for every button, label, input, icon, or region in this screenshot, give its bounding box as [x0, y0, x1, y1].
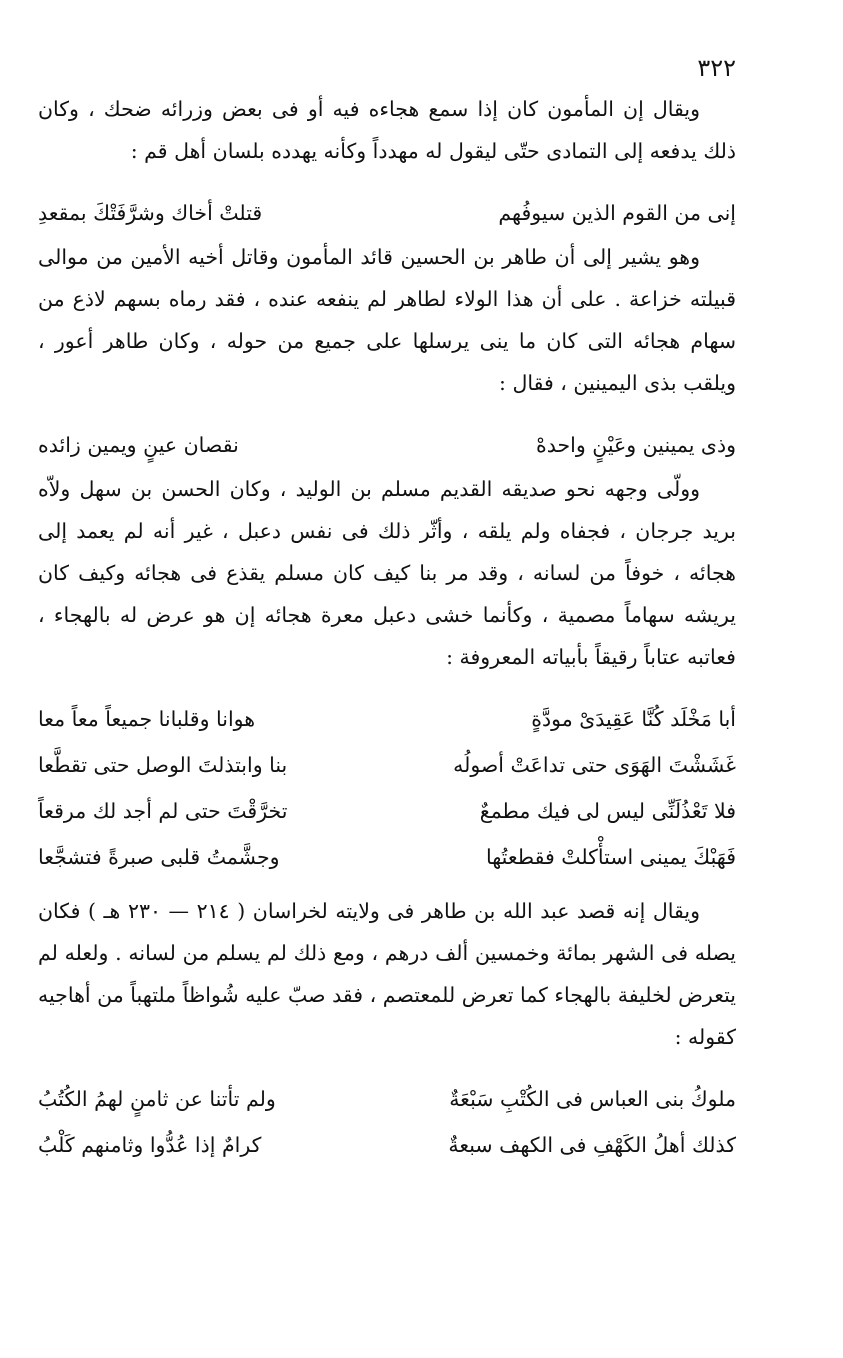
verse-line — [38, 788, 736, 834]
verse-second-hemistich: وجشَّمتُ قلبى صبرةً فتشجَّعا — [38, 845, 280, 869]
verse-second-hemistich: كرامٌ إذا عُدُّوا وثامنهم كَلْبُ — [38, 1133, 262, 1157]
verse-second-hemistich: بنا وابتذلتَ الوصل حتى تقطَّعا — [38, 753, 288, 777]
verse-line — [38, 1076, 736, 1122]
verse-line — [38, 696, 736, 742]
verse-second-hemistich: هوانا وقلبانا جميعاً معاً معا — [38, 707, 256, 731]
verse-first-hemistich: إنى من القوم الذين سيوفُهم — [498, 201, 736, 225]
paragraph-muslim-ibn-walid: وولّى وجهه نحو صديقه القديم مسلم بن الوليد ، وكان الحسن بن سهل ولاّه بريد جرجان ، فجفاه ولم يلقه ، وأثّر ذلك فى نفس دعبل ، غير أنه لم يعمد إلى هجائه ، خوفاً من لسانه ، وقد مر بنا كيف كان مسلم يقذع فى هجائه وكيف كان يريشه سهاماً مصمية ، وكأنما خشى دعبل معرة هجائه إن هو عرض له بالهجاء ، فعاتبه عتاباً رقيقاً بأبياته المعروفة : — [38, 477, 736, 669]
verse-first-hemistich: ملوكُ بنى العباس فى الكُتْبِ سَبْعَةٌ — [449, 1087, 736, 1111]
verse-first-hemistich: فَهَبْكَ يمينى استأْكلتْ فقطعتُها — [485, 845, 736, 869]
verse-line — [38, 1122, 736, 1168]
paragraph-tahir: وهو يشير إلى أن طاهر بن الحسين قائد المأمون وقاتل أخيه الأمين من موالى قبيلته خزاعة . على أن هذا الولاء لطاهر لم ينفعه عنده ، فقد رماه بسهم لاذع من سهام هجائه التى كان ما ينى يرسلها على جميع من حوله ، وكان طاهر أعور ، ويلقب بذى اليمينين ، فقال : — [38, 245, 736, 395]
page-number: ٣٢٢ — [697, 54, 736, 82]
paragraph-abdallah-ibn-tahir: ويقال إنه قصد عبد الله بن طاهر فى ولايته لخراسان ( ٢١٤ — ٢٣٠ هـ ) فكان يصله فى الشهر بمائة وخمسين ألف درهم ، ومع ذلك لم يسلم من لسانه . ولعله لم يتعرض لخليفة بالهجاء كما تعرض للمعتصم ، فقد صبّ عليه شُواظاً ملتهباً من أهاجيه كقوله : — [38, 899, 736, 1049]
verse-line — [38, 190, 736, 236]
verse-second-hemistich: نقصان عينٍ ويمين زائده — [38, 433, 239, 457]
paragraph-mamun-satire: ويقال إن المأمون كان إذا سمع هجاءه فيه أو فى بعض وزرائه ضحك ، وكان ذلك يدفعه إلى التمادى حتّى ليقول له مهدداً وكأنه يهدده بلسان أهل قم : — [38, 97, 736, 163]
verse-second-hemistich: تخرَّقْتَ حتى لم أجد لك مرقعاً — [38, 799, 288, 823]
book-page — [38, 48, 736, 1168]
verse-line — [38, 834, 736, 880]
verse-second-hemistich: ولم تأتنا عن ثامنٍ لهمُ الكُتُبُ — [38, 1087, 276, 1111]
verse-first-hemistich: وذى يمينين وعَيْنٍ واحدهْ — [535, 433, 736, 457]
verse-line — [38, 422, 736, 468]
verse-first-hemistich: كذلك أهلُ الكَهْفِ فى الكهف سبعةٌ — [448, 1133, 736, 1157]
verse-first-hemistich: فلا تَعْذُلَنِّى ليس لى فيك مطمعٌ — [479, 799, 736, 823]
verse-first-hemistich: غَشَشْتَ الهَوَى حتى تداعَتْ أصولُه — [453, 753, 736, 777]
verse-second-hemistich: قتلتْ أخاك وشرَّفَتْكَ بمقعدِ — [38, 201, 263, 225]
verse-first-hemistich: أبا مَخْلَد كُنَّا عَقِيدَىْ مودَّةٍ — [531, 707, 736, 731]
verse-line — [38, 742, 736, 788]
